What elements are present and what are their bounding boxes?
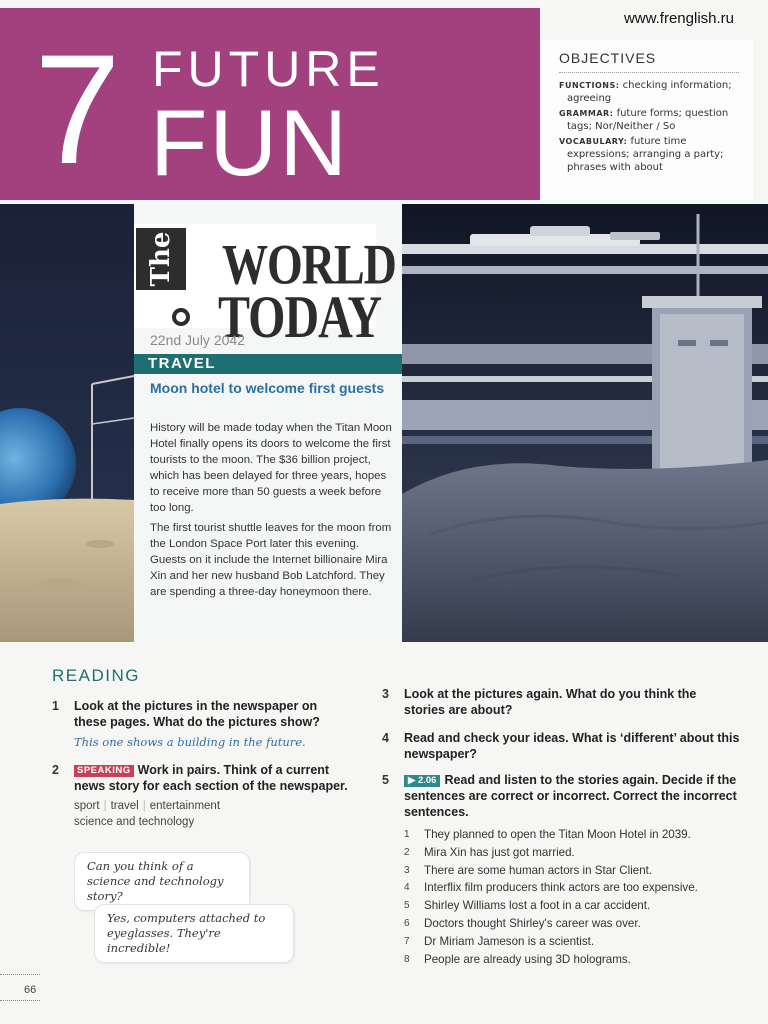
website-url: www.frenglish.ru — [623, 10, 734, 27]
unit-title-future: FUTURE — [152, 41, 385, 97]
list-item: 5 Shirley Williams lost a foot in a car accident. — [404, 899, 651, 913]
true-false-sentences — [404, 826, 744, 968]
list-item: 4 Interflix film producers think actors are too expensive. — [404, 881, 698, 895]
masthead-the-block: The — [136, 228, 186, 290]
objectives-box — [541, 40, 753, 200]
speaking-tag: SPEAKING — [74, 765, 134, 777]
article-paragraph: History will be made today when the Titan Moon Hotel finally opens its doors to welcome the first tourists to the moon. The $36 billion project, which has been delayed for three years, hopes to receive more than 50 guests a week before too long. — [150, 422, 392, 514]
question-5: 5 ▶ 2.06 Read and listen to the stories again. Decide if the sentences are correct or incorrect. Correct the incorrect sentences. — [382, 773, 737, 819]
masthead-world: WORLD — [222, 232, 396, 296]
list-item: 7 Dr Miriam Jameson is a scientist. — [404, 934, 595, 948]
masthead-today: TODAY — [218, 284, 382, 351]
newspaper-article — [134, 204, 402, 642]
page-number: 66 — [24, 984, 37, 996]
page-divider — [0, 1000, 40, 1001]
reading-heading: READING — [52, 666, 140, 685]
page-divider — [0, 974, 40, 975]
speech-bubble-answer: Yes, computers attached to eyeglasses. They're incredible! — [94, 904, 294, 963]
masthead-dot-icon — [172, 308, 190, 326]
objectives-heading: OBJECTIVES — [559, 50, 739, 73]
newspaper-sections-list: sport | travel | entertainment science and technology — [74, 800, 221, 828]
article-body — [150, 420, 398, 604]
list-item: 8 People are already using 3D holograms. — [404, 952, 631, 966]
question-4: 4 Read and check your ideas. What is ‘different’ about this newspaper? — [382, 731, 740, 761]
objective-functions: FUNCTIONS: checking information; agreeing — [559, 80, 732, 104]
question-3: 3 Look at the pictures again. What do you think the stories are about? — [382, 687, 697, 717]
audio-track-tag[interactable]: ▶ 2.06 — [404, 775, 440, 787]
objective-vocabulary: VOCABULARY: future time expressions; arranging a party; phrases with about — [559, 136, 724, 173]
article-paragraph: The first tourist shuttle leaves for the moon from the London Space Port later this evening. Guests on it include the Internet billionaire Mira Xin and her new husband Bob Latchford. They are spending a three-day honeymoon there. — [150, 522, 392, 598]
list-item: 2 Mira Xin has just got married. — [404, 845, 575, 859]
list-item: 3 There are some human actors in Star Client. — [404, 863, 653, 877]
example-answer: This one shows a building in the future. — [74, 735, 306, 749]
list-item: 6 Doctors thought Shirley's career was over. — [404, 916, 641, 930]
question-2: 2 SPEAKING Work in pairs. Think of a current news story for each section of the newspaper. sport | travel | entertainment science and technology — [52, 762, 352, 830]
question-1: 1 Look at the pictures in the newspaper on these pages. What do the pictures show? This one shows a building in the future. — [52, 698, 342, 750]
unit-title-fun: FUN — [150, 90, 350, 195]
article-headline: Moon hotel to welcome first guests — [150, 380, 385, 396]
speech-bubble-question: Can you think of a science and technology story? — [74, 852, 250, 911]
unit-number: 7 — [34, 23, 117, 197]
newspaper-date: 22nd July 2042 — [150, 332, 245, 348]
newspaper-section-bar: TRAVEL — [134, 354, 402, 374]
objective-grammar: GRAMMAR: future forms; question tags; Nor/Neither / So — [559, 108, 729, 132]
list-item: 1 They planned to open the Titan Moon Hotel in 2039. — [404, 828, 691, 841]
